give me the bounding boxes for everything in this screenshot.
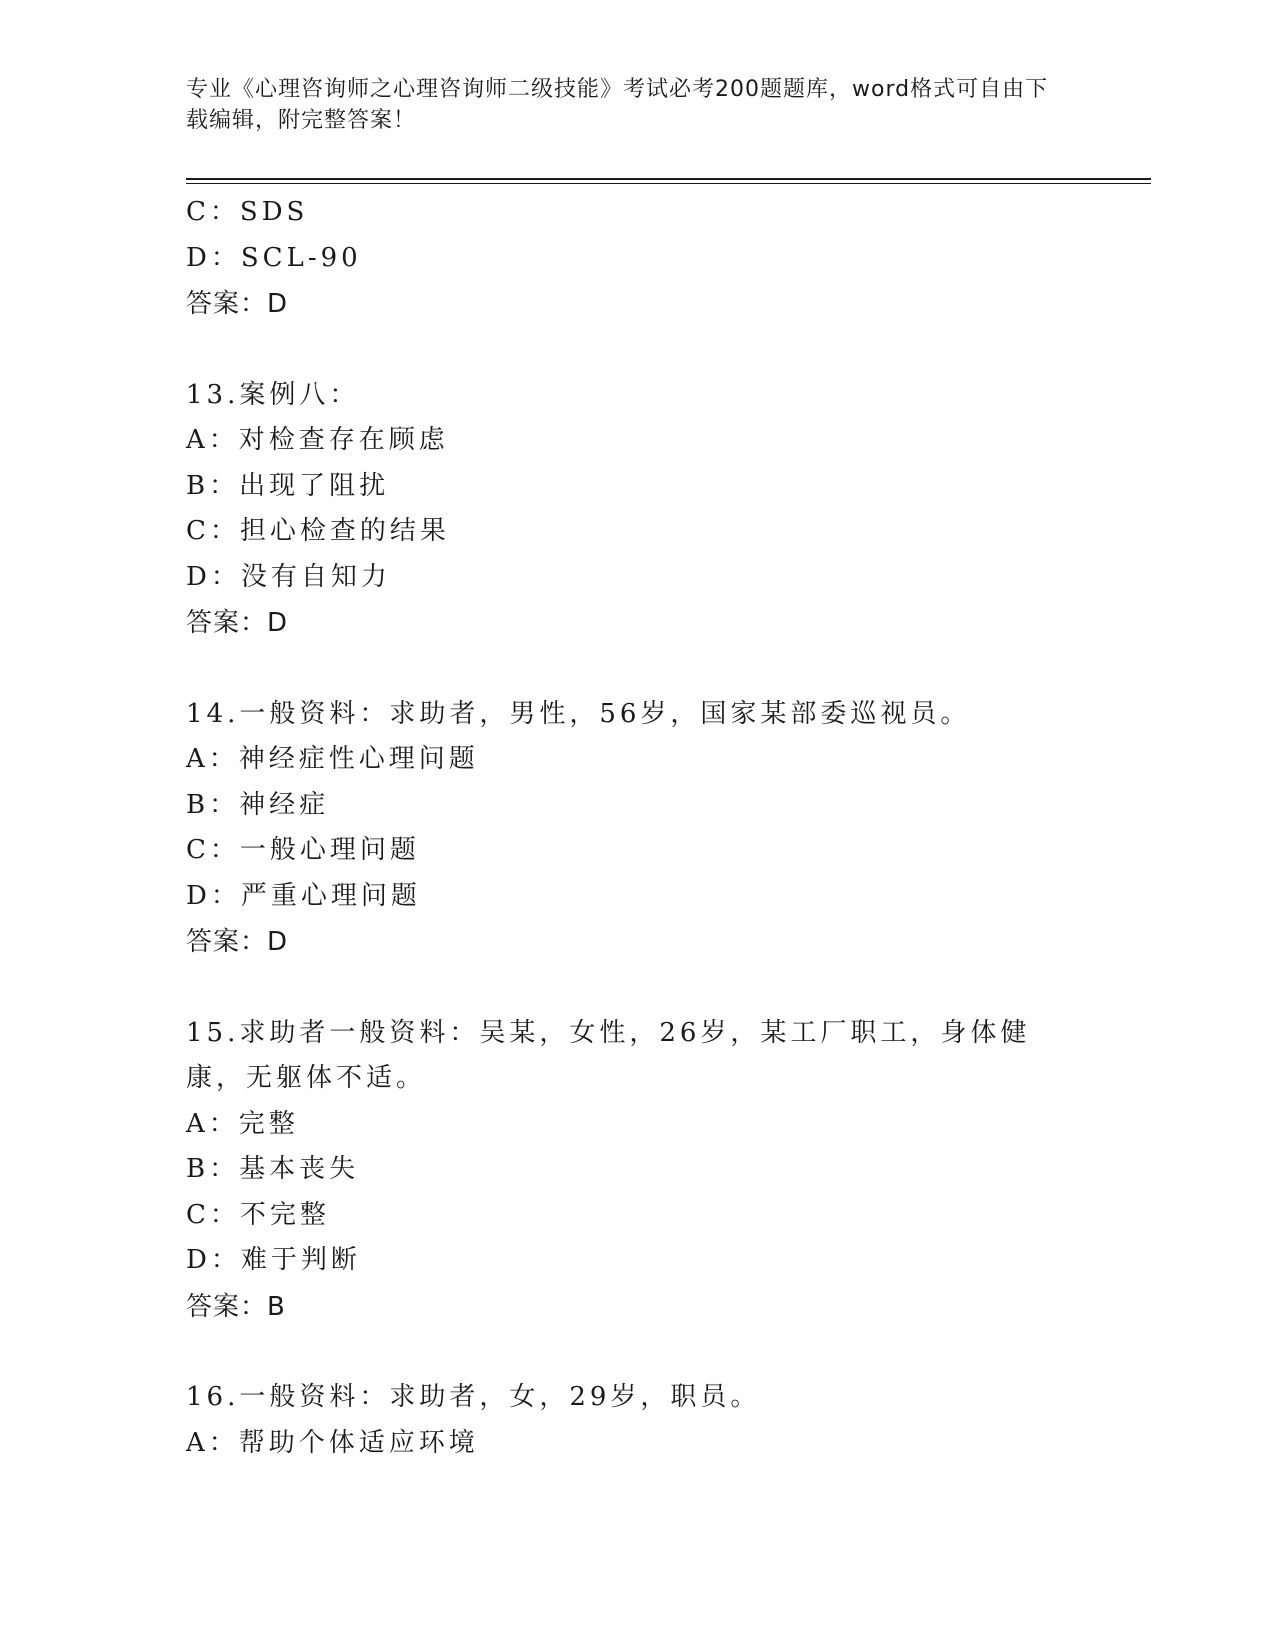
question-text: 13.案例八： — [186, 379, 360, 410]
question-text: 14.一般资料：求助者，男性，56岁，国家某部委巡视员。 — [186, 698, 971, 729]
question-block-14 — [186, 692, 1151, 966]
question-block-13 — [186, 373, 1151, 647]
option-a: A：神经症性心理问题 — [186, 744, 479, 774]
question-list — [186, 190, 1151, 1466]
option-a: A：完整 — [186, 1108, 299, 1139]
option-d: D：SCL-90 — [186, 242, 362, 273]
question-block-15 — [186, 1011, 1151, 1330]
option-c: C：担心检查的结果 — [186, 516, 450, 546]
question-block-16 — [186, 1375, 1151, 1466]
option-c: C：SDS — [186, 197, 309, 227]
option-b: B：神经症 — [186, 789, 330, 820]
spacer — [186, 646, 1151, 692]
option-c: C：不完整 — [186, 1199, 330, 1230]
option-b: B：基本丧失 — [186, 1154, 360, 1184]
header-rule-top — [186, 178, 1151, 180]
option-c: C：一般心理问题 — [186, 835, 420, 865]
answer-line: 答案：D — [186, 289, 289, 319]
option-a: A：对检查存在顾虑 — [186, 425, 449, 455]
question-block-12 — [186, 190, 1151, 327]
document-header: 专业《心理咨询师之心理咨询师二级技能》考试必考200题题库，word格式可自由下载编辑，附完整答案！ — [186, 77, 1049, 133]
question-text: 15.求助者一般资料：吴某，女性，26岁，某工厂职工，身体健康，无躯体不适。 — [186, 1017, 1031, 1093]
answer-line: 答案：D — [186, 608, 289, 638]
spacer — [186, 327, 1151, 373]
answer-line: 答案：B — [186, 1291, 286, 1322]
question-text: 16.一般资料：求助者，女，29岁，职员。 — [186, 1382, 761, 1412]
option-d: D：没有自知力 — [186, 561, 391, 592]
option-d: D：难于判断 — [186, 1245, 361, 1275]
option-a: A：帮助个体适应环境 — [186, 1427, 479, 1458]
header-rule-bottom — [186, 183, 1151, 184]
option-d: D：严重心理问题 — [186, 880, 421, 911]
option-b: B：出现了阻扰 — [186, 470, 390, 501]
spacer — [186, 965, 1151, 1011]
answer-line: 答案：D — [186, 927, 289, 957]
spacer — [186, 1330, 1151, 1376]
